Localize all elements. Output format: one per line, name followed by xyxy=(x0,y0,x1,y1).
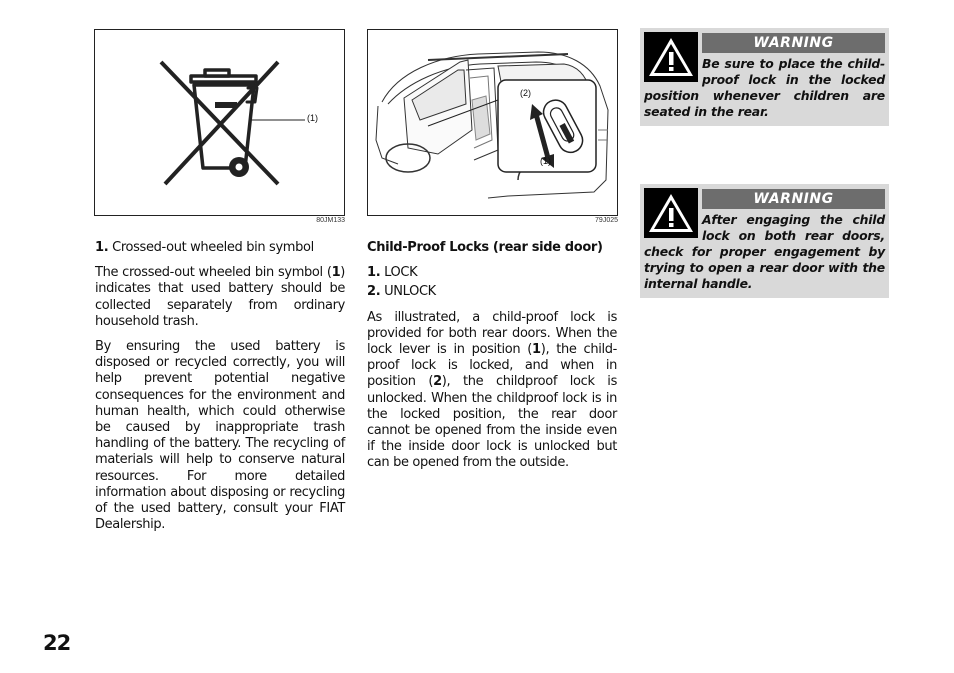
figure-code: 80JM133 xyxy=(316,217,345,224)
list-number: 1. xyxy=(367,265,381,281)
warning-text: After engaging the child lock on both rear doors, check for proper engagement by trying to open a rear door with the internal handle. xyxy=(644,212,885,291)
text-run: ) indicates that used battery should be collected separately from ordinary household trash. xyxy=(95,265,345,329)
page-number: 22 xyxy=(43,631,71,655)
paragraph xyxy=(95,265,345,330)
list-item xyxy=(367,284,617,300)
text-run: ), the child-proof lock is locked, and when in position ( xyxy=(367,342,617,390)
car-rear-door-illustration xyxy=(368,30,617,215)
warning-triangle-icon xyxy=(644,32,698,82)
child-lock-figure xyxy=(367,29,618,216)
paragraph: By ensuring the used battery is disposed or recycled correctly, you will help prevent potential negative consequences for the environment and human health, which could otherwise be caused by inappropriate trash handling of the battery. The recycling of materials will help to conserve natural resources. For more detailed information about disposing or recycling of the used battery, consult your FIAT Dealership. xyxy=(95,339,345,533)
caption-text: Crossed-out wheeled bin symbol xyxy=(112,240,314,255)
bin-callout-label: (1) xyxy=(307,113,318,123)
reference-number: 2 xyxy=(433,374,442,390)
list-text: LOCK xyxy=(384,265,418,281)
warning-text: Be sure to place the child-proof lock in the locked position whenever children are seated in the rear. xyxy=(644,56,885,119)
list-number: 2. xyxy=(367,284,381,300)
reference-number: 1 xyxy=(331,265,341,281)
list-item xyxy=(367,265,617,281)
section-heading: Child-Proof Locks (rear side door) xyxy=(367,240,603,255)
warning-box xyxy=(640,28,889,126)
reference-number: 1 xyxy=(532,342,541,358)
paragraph xyxy=(367,310,617,472)
list-text: UNLOCK xyxy=(384,284,436,300)
warning-box xyxy=(640,184,889,298)
warning-triangle-icon xyxy=(644,188,698,238)
bin-symbol-figure xyxy=(94,29,345,216)
warning-title: WARNING xyxy=(702,189,885,209)
child-lock-text xyxy=(367,240,617,481)
text-run: ), the childproof lock is unlocked. When the childproof lock is in the locked position, the rear door cannot be opened from the inside even if the inside door lock is unlocked but can be opened from the outside. xyxy=(367,374,617,471)
text-run: The crossed-out wheeled bin symbol ( xyxy=(95,265,332,281)
text-run: As illustrated, a child-proof lock is provided for both rear doors. When the lock lever is in position ( xyxy=(367,309,617,358)
battery-disposal-text xyxy=(95,240,345,542)
figure-code: 79J025 xyxy=(595,217,618,224)
unlock-callout-label: (2) xyxy=(520,88,531,98)
caption-number: 1. xyxy=(95,240,109,255)
warning-title: WARNING xyxy=(702,33,885,53)
lock-callout-label: (1) xyxy=(540,156,551,166)
figure-caption xyxy=(95,240,345,256)
